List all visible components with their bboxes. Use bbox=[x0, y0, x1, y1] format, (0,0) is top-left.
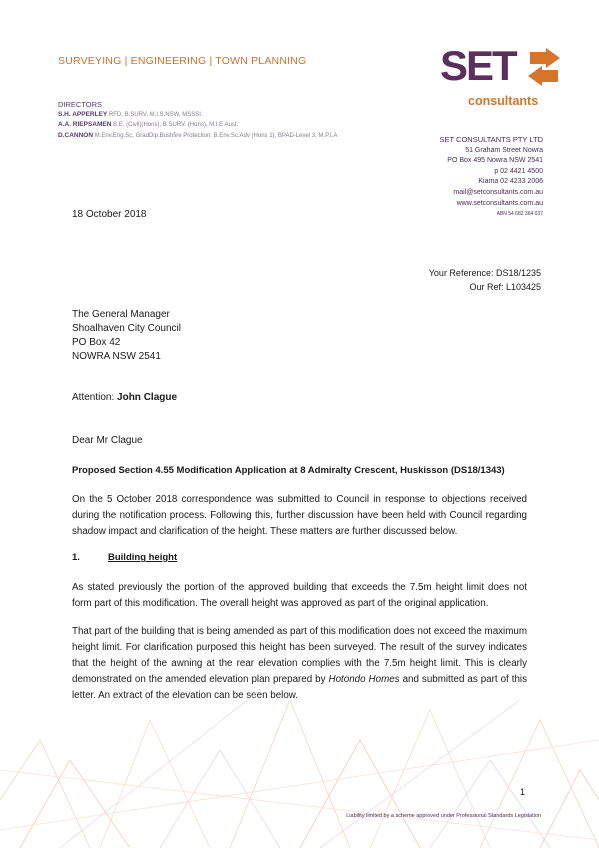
builder-name: Hotondo Homes bbox=[328, 674, 400, 685]
section-heading: 1. Building height bbox=[72, 552, 178, 563]
letter-subject: Proposed Section 4.55 Modification Application at 8 Admiralty Crescent, Huskisson (DS18/1343) bbox=[72, 465, 505, 476]
your-reference: Your Reference: DS18/1235 bbox=[428, 268, 541, 278]
director-entry: A.A. RIEPSAMEN B.E. (Civil)(Hons), B.SURV. (Hons), M.I.E Aust. bbox=[58, 121, 239, 128]
recipient-address bbox=[72, 308, 181, 364]
letter-date: 18 October 2018 bbox=[72, 209, 147, 220]
recipient-line: PO Box 42 bbox=[72, 337, 121, 348]
director-entry: S.H. APPERLEY RFD, B.SURV, M.I.S.NSW, MSSSI. bbox=[58, 110, 203, 118]
company-phone: p 02 4421 4500 bbox=[494, 167, 543, 175]
directors-block bbox=[58, 100, 337, 141]
arrows-icon bbox=[526, 48, 562, 88]
liability-statement: Liability limited by a scheme approved under Professional Standards Legislation bbox=[346, 813, 541, 819]
company-phone-kiama: Kiama 02 4233 2006 bbox=[478, 178, 543, 186]
logo-wordmark: SET bbox=[440, 42, 516, 89]
recipient-line: Shoalhaven City Council bbox=[72, 323, 181, 334]
company-website: www.setconsultants.com.au bbox=[456, 199, 543, 207]
paragraph-height-survey: That part of the building that is being amended as part of this modification does not exceed the maximum height limit. For clarification purposed this height has been surveyed. The result of the survey indicates that the height of the awning at the rear elevation complies with the 7.5m height limit. This is clearly demonstrated on the amended elevation plan prepared by Hotondo Homes and submitted as part of this letter. An extract of the elevation can be seen below. bbox=[72, 626, 528, 701]
page-number: 1 bbox=[519, 787, 525, 797]
logo-subtitle: consultants bbox=[468, 94, 539, 108]
our-reference: Our Ref: L103425 bbox=[469, 282, 541, 292]
director-entry: D.CANNON M.Env.Eng.Sc, GradDip.Bushfire Protection, B.Env.Sc.Adv (Hons 1), BPAD-Level 3, M.P.I.A bbox=[58, 131, 338, 139]
company-name: SET CONSULTANTS PTY LTD bbox=[439, 135, 543, 144]
decorative-lines-background bbox=[0, 680, 599, 848]
company-details bbox=[440, 135, 544, 220]
paragraph-height-approval: As stated previously the portion of the approved building that exceeds the 7.5m height limit does not form part of this modification. The overall height was approved as part of the original application. bbox=[72, 582, 527, 609]
references bbox=[429, 266, 541, 294]
recipient-line: NOWRA NSW 2541 bbox=[72, 351, 161, 362]
company-email: mail@setconsultants.com.au bbox=[453, 188, 543, 196]
company-logo bbox=[440, 44, 560, 114]
salutation: Dear Mr Clague bbox=[72, 435, 143, 446]
company-abn: ABN 54 682 364 037 bbox=[496, 211, 543, 218]
company-address: 51 Graham Street Nowra bbox=[465, 146, 543, 154]
recipient-line: The General Manager bbox=[72, 309, 170, 320]
company-po-box: PO Box 495 Nowra NSW 2541 bbox=[447, 157, 543, 165]
company-tagline: SURVEYING | ENGINEERING | TOWN PLANNING bbox=[58, 55, 307, 67]
intro-paragraph: On the 5 October 2018 correspondence was submitted to Council in response to objections received during the notification process. Following this, further discussion have been held with Council regarding shadow impact and clarification of the height. These matters are further discussed below. bbox=[72, 494, 527, 537]
directors-heading: DIRECTORS bbox=[58, 100, 103, 109]
attention-line: Attention: John Clague bbox=[72, 392, 178, 403]
attention-name: John Clague bbox=[117, 392, 178, 403]
